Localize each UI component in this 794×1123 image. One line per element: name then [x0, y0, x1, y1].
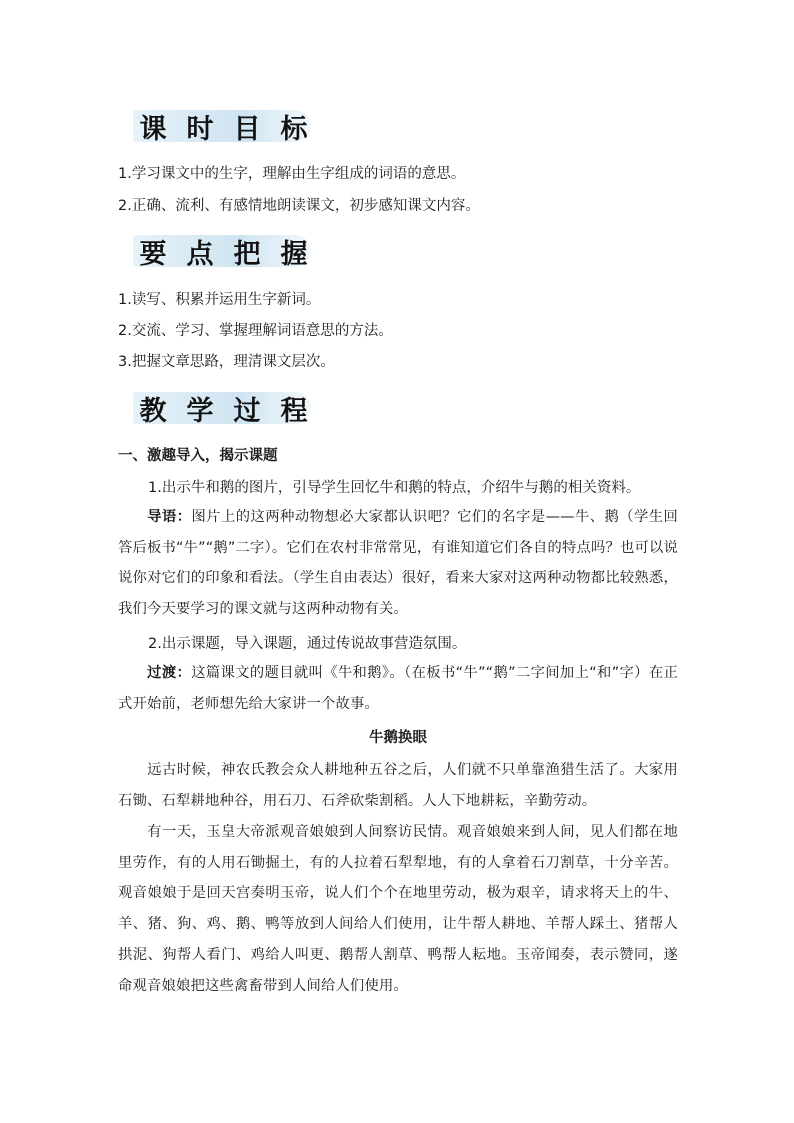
- banner-char: 目: [233, 113, 261, 145]
- banner-char: 课: [139, 113, 167, 145]
- banner-char: 标: [280, 113, 308, 145]
- intro-label: 导语：: [147, 509, 192, 525]
- banner-char: 过: [233, 395, 261, 427]
- story-text: 有一天，玉皇大帝派观音娘娘到人间察访民情。观音娘娘来到人间，见人们都在地里劳作，有的人用石锄掘土，有的人拉着石犁犁地，有的人拿着石刀割草，十分辛苦。观音娘娘于是回天宫奏明玉帝，说人们个个在地里劳动，极为艰辛，请求将天上的牛、羊、猪、狗、鸡、鹅、鸭等放到人间给人们使用，让牛帮人耕地、羊帮人踩土、猪帮人拱泥、狗帮人看门、鸡给人叫更、鹅帮人割草、鸭帮人耘地。玉帝闻奏，表示赞同，遂命观音娘娘把这些禽畜带到人间给人们使用。: [118, 824, 678, 994]
- transition-text: 这篇课文的题目就叫《牛和鹅》。（在板书“牛”“鹅”二字间加上“和”字）在正式开始前，老师想先给大家讲一个故事。: [118, 665, 678, 712]
- key-point-item: 2.交流、学习、掌握理解词语意思的方法。: [118, 323, 393, 339]
- step-item: 1.出示牛和鹅的图片，引导学生回忆牛和鹅的特点，介绍牛与鹅的相关资料。: [148, 480, 641, 496]
- banner-char: 教: [139, 395, 167, 427]
- story-paragraph: [118, 817, 678, 1001]
- story-text: 远古时候，神农氏教会众人耕地种五谷之后，人们就不只单靠渔猎生活了。大家用石锄、石犁耕地种谷，用石刀、石斧砍柴割稻。人人下地耕耘，辛勤劳动。: [118, 762, 678, 809]
- transition-label: 过渡：: [147, 665, 192, 681]
- step-item: 2.出示课题，导入课题，通过传说故事营造氛围。: [148, 636, 467, 652]
- story-title: 牛鹅换眼: [369, 730, 427, 746]
- step-heading: 一、激趣导入，揭示课题: [118, 448, 278, 464]
- goal-item: 2.正确、流利、有感情地朗读课文，初步感知课文内容。: [118, 198, 480, 214]
- section-banner-key-points: [133, 229, 313, 273]
- key-point-item: 1.读写、积累并运用生字新词。: [118, 292, 321, 308]
- banner-char: 点: [186, 238, 214, 270]
- key-point-item: 3.把握文章思路，理清课文层次。: [118, 354, 335, 370]
- section-banner-lesson-goals: [133, 104, 313, 148]
- section-banner-teaching-process: [133, 386, 313, 430]
- banner-char: 时: [186, 113, 214, 145]
- banner-char: 握: [280, 238, 308, 270]
- banner-char: 要: [139, 238, 167, 270]
- banner-char: 把: [233, 238, 261, 270]
- banner-char: 程: [280, 395, 308, 427]
- story-paragraph: [118, 755, 678, 816]
- intro-text: 图片上的这两种动物想必大家都认识吧？它们的名字是——牛、鹅（学生回答后板书“牛”“鹅”二字）。它们在农村非常常见，有谁知道它们各自的特点吗？也可以说说你对它们的印象和看法。（学生自由表达）很好，看来大家对这两种动物都比较熟悉，我们今天要学习的课文就与这两种动物有关。: [118, 509, 678, 618]
- goal-item: 1.学习课文中的生字，理解由生字组成的词语的意思。: [118, 166, 466, 182]
- banner-char: 学: [186, 395, 214, 427]
- transition-paragraph: [118, 658, 678, 719]
- intro-paragraph: [118, 502, 678, 625]
